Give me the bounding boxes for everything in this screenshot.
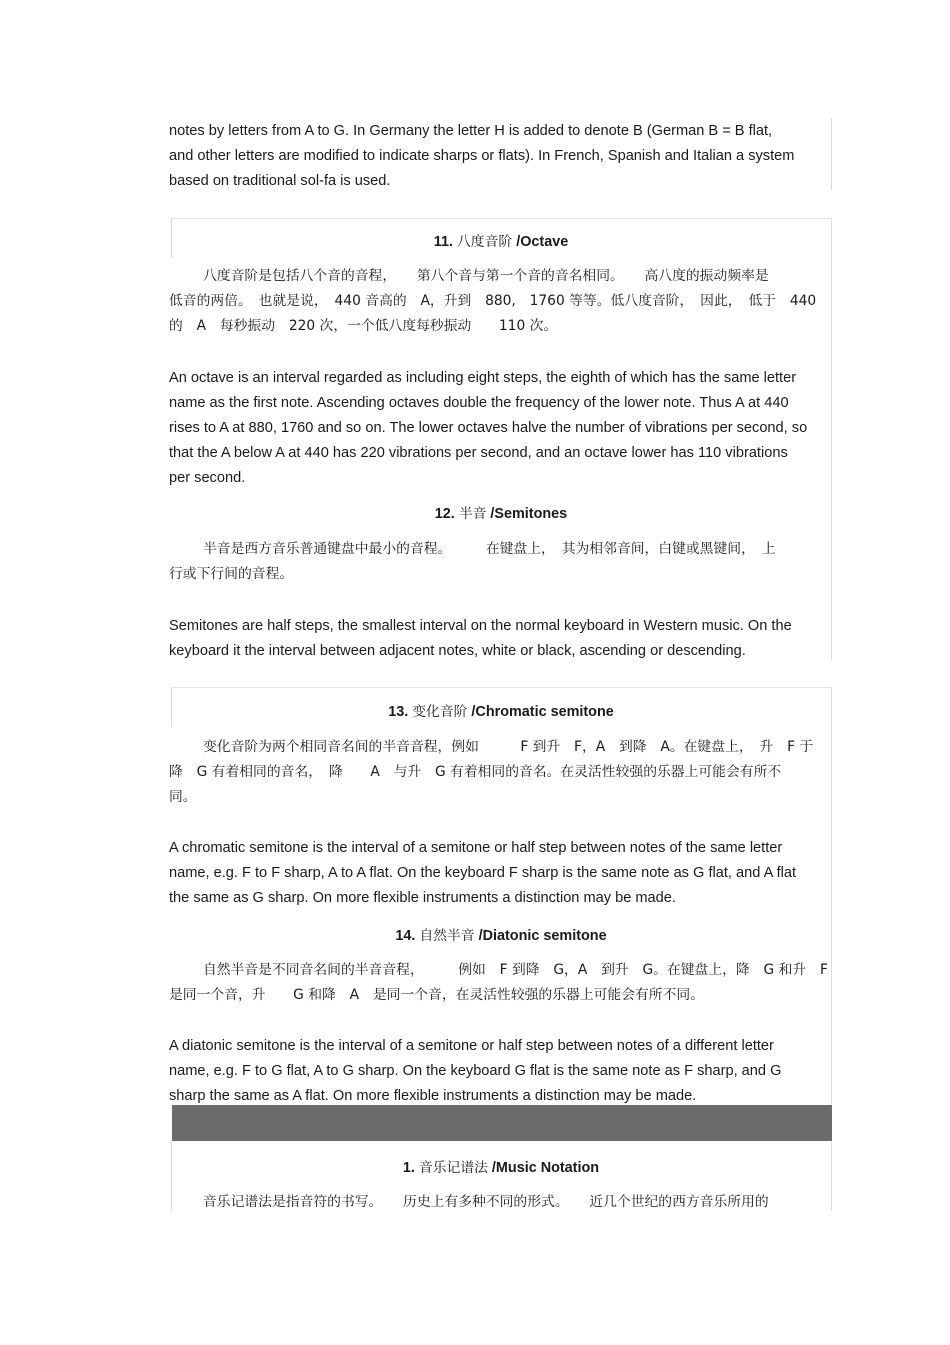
section-number: 1. <box>402 1160 415 1176</box>
cn-paragraph-line: 变化音阶为两个相同音名间的半音音程，例如 F 到升 F，A 到降 A。在键盘上， 升 F 于 <box>203 739 814 755</box>
cn-paragraph-line: 音乐记谱法是指音符的书写。 历史上有多种不同的形式。 近几个世纪的西方音乐所用的 <box>203 1194 769 1210</box>
section-title-cn: 半音 <box>458 506 487 522</box>
intro-line-2: and other letters are modified to indicate sharps or flats). In French, Spanish and Italian a system <box>169 148 795 164</box>
en-paragraph-line: name, e.g. F to F sharp, A to A flat. On the keyboard F sharp is the same note as G flat, and A flat <box>169 865 797 881</box>
section-title-en: /Diatonic semitone <box>478 928 607 944</box>
en-paragraph-line: name, e.g. F to G flat, A to G sharp. On the keyboard G flat is the same note as F sharp, and G <box>169 1063 782 1079</box>
divider-2 <box>172 687 832 688</box>
section-title-cn: 变化音阶 <box>412 704 468 720</box>
cn-paragraph-line: 的 A 每秒振动 220 次，一个低八度每秒振动 110 次。 <box>169 318 558 334</box>
section-number: 12. <box>434 506 455 522</box>
right-border-2 <box>831 687 832 1105</box>
section-heading-semitones <box>170 505 832 523</box>
en-paragraph-line: sharp the same as A flat. On more flexible instruments a distinction may be made. <box>169 1088 697 1104</box>
en-paragraph-line: Semitones are half steps, the smallest interval on the normal keyboard in Western music. On the <box>169 618 792 634</box>
intro-line-1: notes by letters from A to G. In Germany the letter H is added to denote B (German B = B flat, <box>169 123 773 139</box>
cn-paragraph-line: 低音的两倍。 也就是说， 440 音高的 A，升到 880, 1760 等等。低八度音阶， 因此， 低于 440 <box>169 293 817 309</box>
section-title-en: /Octave <box>516 234 569 250</box>
section-heading-octave <box>170 233 832 251</box>
cn-paragraph-line: 自然半音是不同音名间的半音音程， 例如 F 到降 G，A 到升 G。在键盘上，降 G 和升 F <box>203 962 828 978</box>
en-paragraph-line: per second. <box>169 470 246 486</box>
en-paragraph-line: that the A below A at 440 has 220 vibrations per second, and an octave lower has 110 vibrations <box>169 445 788 461</box>
cn-paragraph-line: 八度音阶是包括八个音的音程， 第八个音与第一个音的音名相同。 高八度的振动频率是 <box>203 268 769 284</box>
section-number: 14. <box>395 928 416 944</box>
section-divider-band <box>172 1105 832 1141</box>
section-heading-music-notation <box>170 1159 832 1177</box>
section-heading-chromatic <box>170 703 832 721</box>
section-title-cn: 八度音阶 <box>457 234 513 250</box>
intro-line-3: based on traditional sol-fa is used. <box>169 173 391 189</box>
divider-1 <box>172 218 832 219</box>
section-number: 11. <box>433 234 454 250</box>
section-title-en: /Semitones <box>490 506 568 522</box>
section-heading-diatonic <box>170 927 832 945</box>
en-paragraph-line: A chromatic semitone is the interval of a semitone or half step between notes of the same letter <box>169 840 783 856</box>
cn-paragraph-line: 行或下行间的音程。 <box>169 566 294 582</box>
section-title-en: /Music Notation <box>491 1160 600 1176</box>
section-title-cn: 自然半音 <box>419 928 475 944</box>
en-paragraph-line: keyboard it the interval between adjacent notes, white or black, ascending or descending. <box>169 643 746 659</box>
section-title-cn: 音乐记谱法 <box>418 1160 488 1176</box>
en-paragraph-line: An octave is an interval regarded as including eight steps, the eighth of which has the same letter <box>169 370 797 386</box>
right-border-top <box>831 118 832 190</box>
en-paragraph-line: A diatonic semitone is the interval of a semitone or half step between notes of a different letter <box>169 1038 774 1054</box>
cn-paragraph-line: 半音是西方音乐普通键盘中最小的音程。 在键盘上， 其为相邻音间，白键或黑键间， 上 <box>203 541 776 557</box>
cn-paragraph-line: 降 G 有着相同的音名， 降 A 与升 G 有着相同的音名。在灵活性较强的乐器上可能会有所不 <box>169 764 782 780</box>
right-border-1 <box>831 218 832 660</box>
section-number: 13. <box>388 704 409 720</box>
section-title-en: /Chromatic semitone <box>471 704 614 720</box>
en-paragraph-line: the same as G sharp. On more flexible instruments a distinction may be made. <box>169 890 676 906</box>
en-paragraph-line: rises to A at 880, 1760 and so on. The lower octaves halve the number of vibrations per second, so <box>169 420 808 436</box>
cn-paragraph-line: 是同一个音，升 G 和降 A 是同一个音，在灵活性较强的乐器上可能会有所不同。 <box>169 987 704 1003</box>
cn-paragraph-line: 同。 <box>169 789 197 805</box>
en-paragraph-line: name as the first note. Ascending octaves double the frequency of the lower note. Thus A at 440 <box>169 395 789 411</box>
